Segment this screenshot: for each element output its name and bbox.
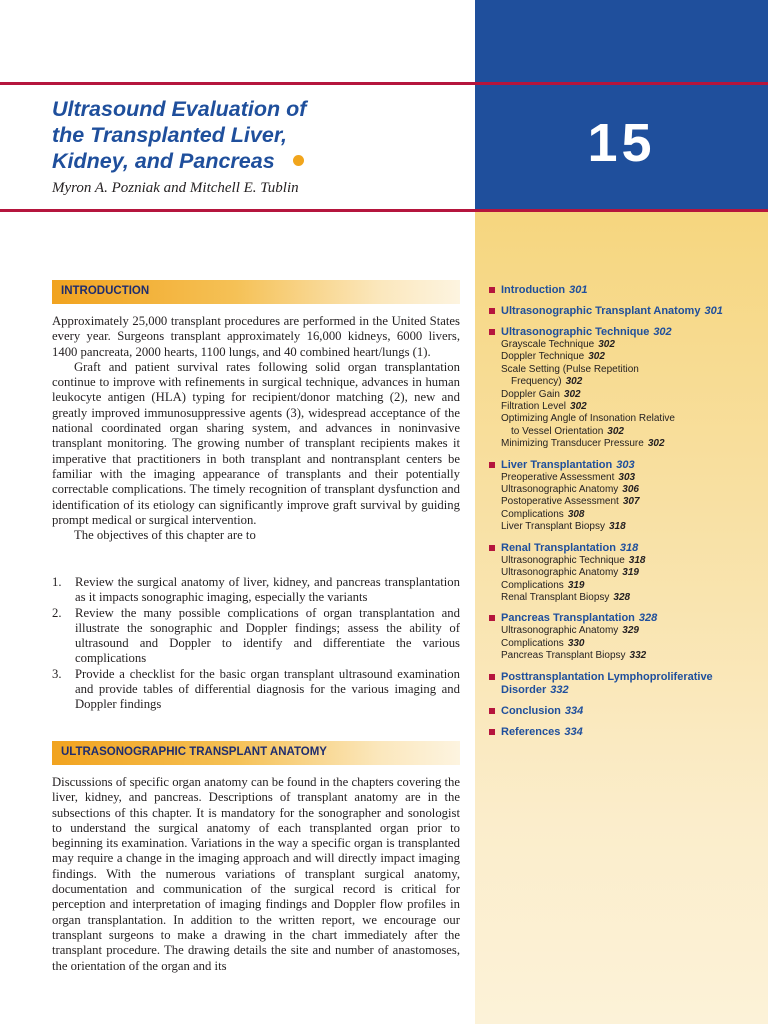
toc-entry — [489, 671, 759, 697]
toc-subitem[interactable] — [501, 509, 759, 521]
toc-title: Liver Transplantation — [501, 458, 613, 471]
toc-entry — [489, 459, 759, 534]
toc-subitem[interactable] — [501, 625, 759, 637]
list-item-text: Review the many possible complications of organ transplantation and illustrate the sonographic and Doppler findings; assess the ability of ultrasound and Doppler to identify and differentiate the various complications — [75, 605, 460, 666]
toc-link[interactable] — [501, 326, 759, 339]
toc-link[interactable] — [501, 542, 759, 555]
toc-subitem[interactable] — [501, 521, 759, 533]
toc-page-number: 302 — [607, 425, 624, 437]
toc-link[interactable] — [501, 305, 759, 318]
toc-page-number: 302 — [588, 351, 605, 363]
toc-page-number: 302 — [653, 326, 672, 338]
toc-subitem[interactable] — [501, 650, 759, 662]
square-bullet-icon — [489, 615, 495, 621]
toc-subitem-title: Complications — [501, 579, 564, 591]
toc-subitem[interactable] — [501, 351, 759, 363]
toc-subitem-title: Complications — [501, 508, 564, 520]
paragraph: Discussions of specific organ anatomy can be found in the chapters covering the liver, kidney, and pancreas. Descriptions of transplant anatomy are in the subsections of this chapter. It is mandatory for the sonographer and sonologist to understand the surgical anatomy of each transplanted organ prior to beginning its examination. Variations in the way a specific organ is transplanted may require a change in the imaging approach and will directly impact imaging findings. With the numerous variations of transplant surgical anatomy, documentation and communication of the surgical record is critical for perception and interpretation of imaging findings and Doppler flow profiles in organ transplantation. In addition to the written report, we encourage our transplant surgeons to make a drawing in the chart immediately after the transplant procedure. The drawing details the site and number of anastomoses, the orientation of the organ and its — [52, 775, 460, 973]
toc-subitem[interactable] — [501, 401, 759, 413]
toc-subitem-title: Preoperative Assessment — [501, 471, 615, 483]
toc-subitem-title: Optimizing Angle of Insonation Relative — [501, 413, 675, 425]
toc-subitem-title: Scale Setting (Pulse Repetition — [501, 363, 639, 375]
toc-subitem[interactable] — [501, 339, 759, 351]
toc-sublist — [501, 339, 759, 451]
toc-subitem-title: to Vessel Orientation — [511, 425, 604, 437]
toc-subitem-title: Minimizing Transducer Pressure — [501, 438, 644, 450]
bullet-dot-icon — [293, 155, 304, 166]
toc-sublist — [501, 555, 759, 605]
toc-page-number: 302 — [647, 438, 665, 450]
toc-sublist — [501, 472, 759, 534]
section-heading-label: ULTRASONOGRAPHIC TRANSPLANT ANATOMY — [61, 746, 327, 758]
toc-page-number: 332 — [629, 650, 647, 662]
introduction-body — [52, 314, 460, 543]
toc-subitem[interactable] — [501, 638, 759, 650]
toc-link[interactable] — [501, 726, 759, 739]
chapter-title-line: Ultrasound Evaluation of — [52, 97, 307, 121]
section-heading-introduction — [52, 280, 460, 304]
list-item — [52, 667, 460, 713]
square-bullet-icon — [489, 729, 495, 735]
toc-page-number: 318 — [619, 541, 639, 554]
toc-page-number: 308 — [567, 508, 585, 520]
toc-page-number: 318 — [608, 521, 626, 533]
toc-subitem-title: Ultrasonographic Anatomy — [501, 567, 619, 579]
toc-subitem-title: Ultrasonographic Anatomy — [501, 625, 619, 637]
toc-subitem[interactable] — [501, 592, 759, 604]
toc-subitem-title: Doppler Gain — [501, 388, 560, 400]
table-of-contents — [489, 284, 759, 747]
toc-page-number: 334 — [564, 704, 584, 717]
toc-page-number: 307 — [622, 496, 640, 508]
toc-subitem-title: Doppler Technique — [501, 351, 585, 363]
toc-page-number: 302 — [565, 376, 583, 388]
toc-subitem[interactable] — [501, 364, 759, 376]
toc-subitem-title: Pancreas Transplant Biopsy — [501, 650, 626, 662]
list-item — [52, 575, 460, 606]
toc-page-number: 303 — [616, 458, 635, 471]
toc-subitem[interactable] — [501, 426, 759, 438]
square-bullet-icon — [489, 287, 495, 293]
toc-subitem-title: Postoperative Assessment — [501, 496, 619, 508]
paragraph: Approximately 25,000 transplant procedures are performed in the United States every year. Surgeons transplant approximately 16,000 kidneys, 6000 livers, 1400 pancreata, 2000 hearts, 1100 lungs, and 40 combined heart/lungs (1). — [52, 314, 460, 359]
toc-subitem-title: Frequency) — [511, 376, 562, 388]
toc-title: Ultrasonographic Transplant Anatomy — [501, 305, 701, 317]
header-rule-top — [0, 82, 768, 85]
paragraph: Graft and patient survival rates following solid organ transplantation continue to improve with refinements in surgical technique, advances in human leukocyte antigen (HLA) typing for recipient/donor matching (2), new and greatly improved immunosuppressive agents (3), widespread acceptance of the national coordinated organ sharing system, and advances in noninvasive transplant monitoring. The growing number of transplant recipients makes it imperative that practitioners in both transplant and nontransplant centers be familiar with the imaging appearance of transplants and their potentially correctable complications. The timely recognition of transplant dysfunction and identification of its etiology can significantly improve graft survival by guiding prompt medical or surgical intervention. — [52, 359, 460, 527]
toc-page-number: 330 — [567, 637, 585, 649]
chapter-title-line: the Transplanted Liver, — [52, 123, 287, 147]
toc-entry — [489, 305, 759, 318]
toc-entry — [489, 542, 759, 605]
toc-subitem-title: Ultrasonographic Anatomy — [501, 484, 619, 496]
toc-subitem-title: Liver Transplant Biopsy — [501, 521, 605, 533]
toc-subitem[interactable] — [501, 376, 759, 388]
toc-subitem-title: Grayscale Technique — [501, 339, 595, 350]
toc-subitem[interactable] — [501, 580, 759, 592]
square-bullet-icon — [489, 329, 495, 335]
toc-page-number: 303 — [618, 471, 636, 483]
section-heading-anatomy — [52, 741, 460, 765]
toc-subitem-title: Filtration Level — [501, 401, 567, 413]
toc-entry — [489, 612, 759, 662]
toc-entry — [489, 326, 759, 451]
toc-sublist — [501, 625, 759, 662]
toc-page-number: 301 — [569, 284, 588, 296]
toc-link[interactable] — [501, 459, 759, 472]
toc-title: Ultrasonographic Technique — [501, 326, 650, 338]
square-bullet-icon — [489, 708, 495, 714]
toc-subitem[interactable] — [501, 567, 759, 579]
toc-subitem[interactable] — [501, 555, 759, 567]
toc-link[interactable] — [501, 671, 759, 697]
toc-link[interactable] — [501, 284, 759, 297]
toc-page-number: 302 — [570, 401, 587, 413]
toc-page-number: 319 — [622, 567, 639, 579]
toc-page-number: 332 — [550, 683, 569, 696]
list-item-text: Provide a checklist for the basic organ transplant ultrasound examination and provide tables of differential diagnosis for the various imaging and Doppler findings — [75, 666, 460, 712]
square-bullet-icon — [489, 545, 495, 551]
toc-subitem[interactable] — [501, 413, 759, 425]
toc-page-number: 302 — [598, 339, 615, 350]
toc-page-number: 306 — [622, 484, 639, 496]
toc-subitem-title: Complications — [501, 637, 564, 649]
toc-page-number: 328 — [638, 612, 658, 625]
list-item-number: 1. — [52, 575, 62, 589]
toc-page-number: 334 — [564, 725, 583, 738]
chapter-number-panel — [475, 0, 768, 211]
toc-subitem-title: Renal Transplant Biopsy — [501, 591, 610, 603]
toc-entry — [489, 726, 759, 739]
toc-title: Renal Transplantation — [501, 541, 616, 554]
toc-subitem[interactable] — [501, 389, 759, 401]
toc-title: Pancreas Transplantation — [501, 612, 635, 625]
toc-entry — [489, 705, 759, 718]
toc-subitem[interactable] — [501, 496, 759, 508]
toc-title: Introduction — [501, 284, 566, 296]
anatomy-body — [52, 775, 460, 974]
toc-title: Posttransplantation Lymphoproliferative Disorder — [501, 670, 713, 696]
toc-link[interactable] — [501, 705, 759, 718]
toc-page-number: 318 — [628, 554, 646, 566]
chapter-number: 15 — [587, 113, 656, 173]
chapter-title-line: Kidney, and Pancreas — [52, 149, 275, 173]
toc-page-number: 301 — [704, 305, 723, 317]
chapter-authors: Myron A. Pozniak and Mitchell E. Tublin — [52, 180, 299, 196]
toc-subitem-title: Ultrasonographic Technique — [501, 554, 625, 566]
toc-page-number: 328 — [613, 591, 631, 603]
toc-link[interactable] — [501, 612, 759, 625]
list-item-text: Review the surgical anatomy of liver, kidney, and pancreas transplantation as it impacts sonographic imaging, especially the variants — [75, 575, 460, 605]
square-bullet-icon — [489, 308, 495, 314]
toc-subitem[interactable] — [501, 484, 759, 496]
toc-entry — [489, 284, 759, 297]
toc-title: Conclusion — [501, 704, 561, 717]
toc-page-number: 319 — [567, 579, 585, 591]
toc-page-number: 329 — [622, 625, 639, 637]
list-item-number: 3. — [52, 666, 62, 681]
toc-page-number: 302 — [563, 388, 581, 400]
objectives-list — [52, 575, 460, 713]
toc-title: References — [501, 725, 561, 738]
square-bullet-icon — [489, 674, 495, 680]
chapter-title — [52, 96, 472, 174]
section-heading-label: INTRODUCTION — [61, 285, 150, 297]
paragraph: The objectives of this chapter are to — [74, 528, 256, 543]
square-bullet-icon — [489, 462, 495, 468]
toc-subitem[interactable] — [501, 438, 759, 450]
toc-subitem[interactable] — [501, 472, 759, 484]
list-item — [52, 606, 460, 667]
list-item-number: 2. — [52, 605, 62, 620]
